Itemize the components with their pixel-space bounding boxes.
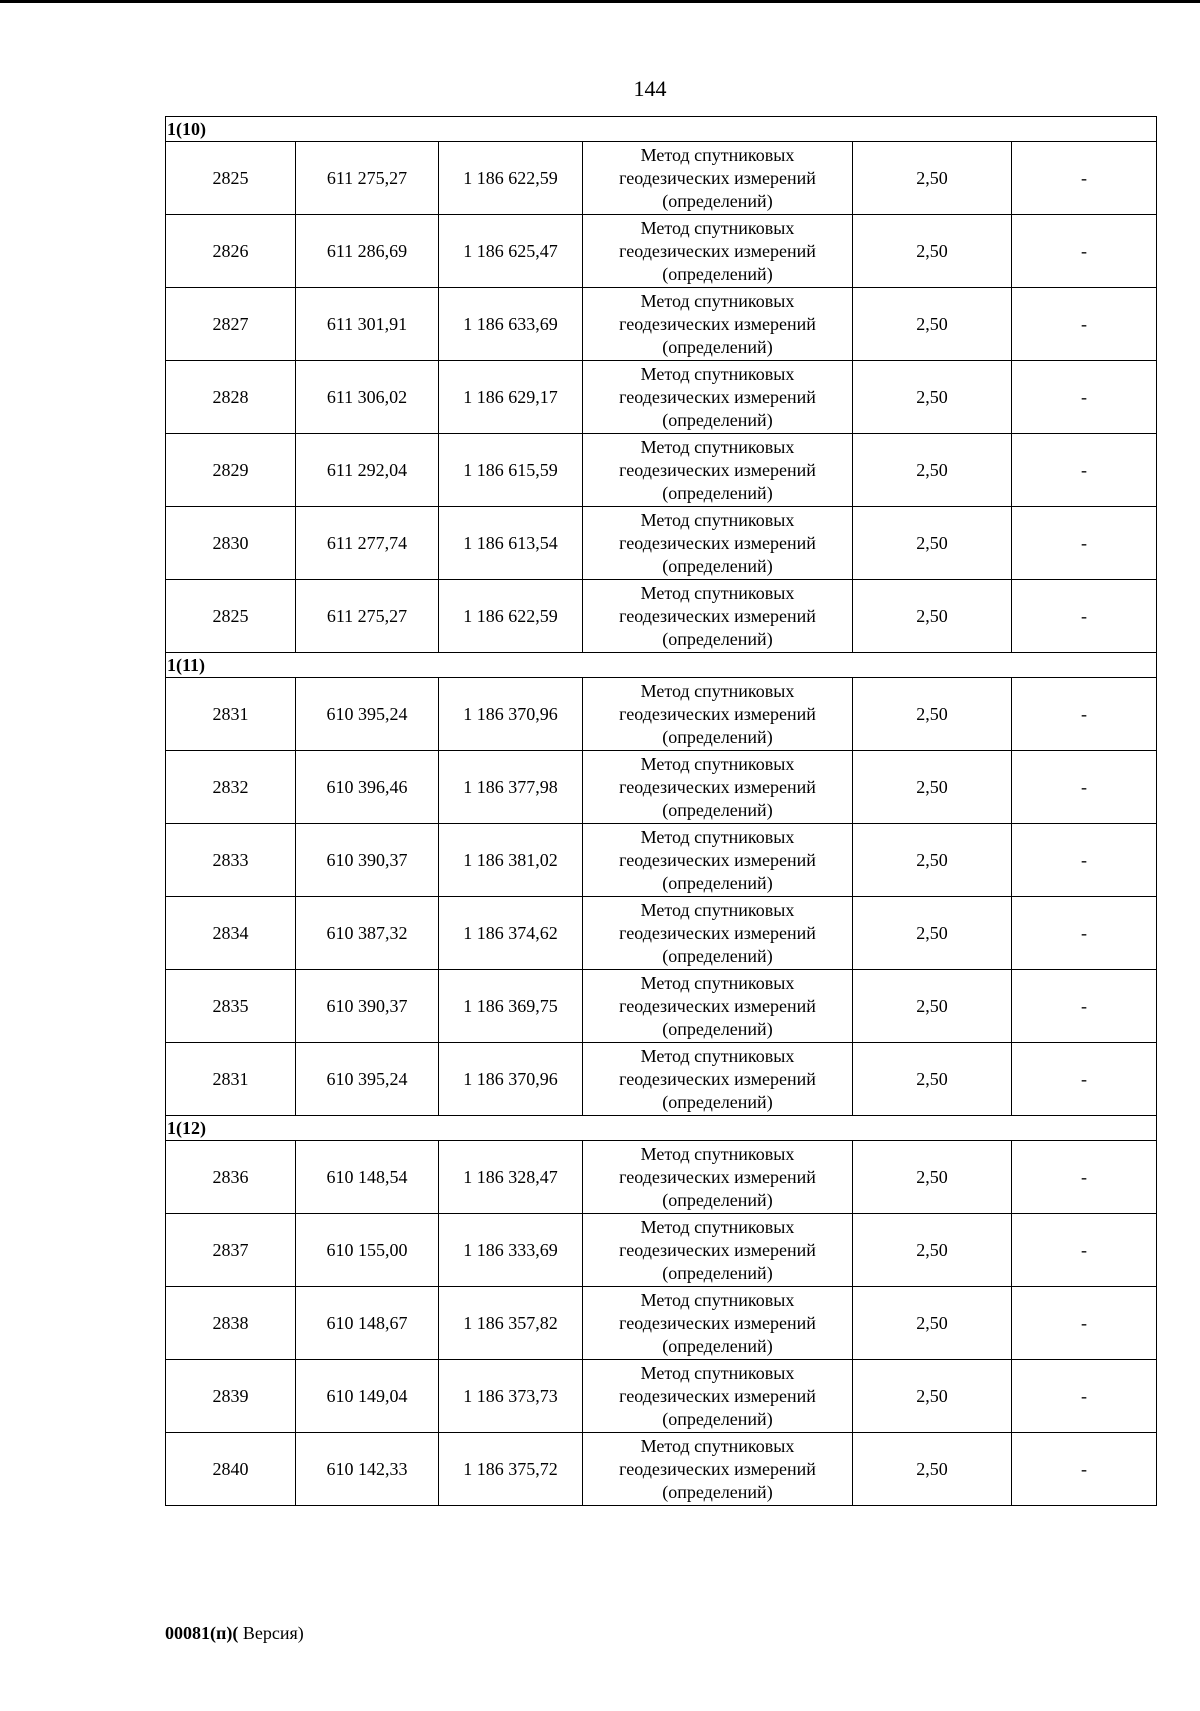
note-cell: - [1012,288,1157,361]
method-text-line: геодезических измерений [619,776,816,797]
method-text-line: (определений) [662,482,773,503]
method-text-line: геодезических измерений [619,386,816,407]
point-number-cell: 2829 [166,434,296,507]
note-cell: - [1012,142,1157,215]
group-header-row [166,1116,1157,1141]
method-cell [583,897,853,970]
note-cell: - [1012,1287,1157,1360]
table-row [166,361,1157,434]
method-text-line: геодезических измерений [619,459,816,480]
method-text-line: геодезических измерений [619,1166,816,1187]
method-text-line: (определений) [662,872,773,893]
accuracy-cell: 2,50 [853,678,1012,751]
accuracy-cell: 2,50 [853,1287,1012,1360]
y-coordinate-cell: 1 186 622,59 [439,580,583,653]
point-number-cell: 2826 [166,215,296,288]
y-coordinate-cell: 1 186 370,96 [439,1043,583,1116]
method-text-line: геодезических измерений [619,1312,816,1333]
point-number-cell: 2835 [166,970,296,1043]
table-row [166,897,1157,970]
method-cell [583,1043,853,1116]
point-number-cell: 2828 [166,361,296,434]
x-coordinate-cell: 610 396,46 [296,751,439,824]
x-coordinate-cell: 611 275,27 [296,142,439,215]
method-text-line: Метод спутниковых [640,509,795,530]
footer-code-number: 00081(п)( [165,1623,239,1643]
method-text-line: геодезических измерений [619,849,816,870]
table-row [166,1360,1157,1433]
page-number: 144 [633,76,667,101]
method-text-line: (определений) [662,799,773,820]
note-cell: - [1012,1043,1157,1116]
note-cell: - [1012,361,1157,434]
method-text-line: (определений) [662,555,773,576]
note-cell: - [1012,1433,1157,1506]
coordinates-table-body [166,117,1157,1506]
method-text-line: Метод спутниковых [640,290,795,311]
method-cell [583,751,853,824]
x-coordinate-cell: 610 387,32 [296,897,439,970]
point-number-cell: 2840 [166,1433,296,1506]
method-cell [583,678,853,751]
group-header-row [166,653,1157,678]
table-row [166,824,1157,897]
method-text-line: геодезических измерений [619,703,816,724]
method-text-line: геодезических измерений [619,240,816,261]
x-coordinate-cell: 611 275,27 [296,580,439,653]
method-text-line: (определений) [662,1091,773,1112]
x-coordinate-cell: 610 142,33 [296,1433,439,1506]
method-cell [583,970,853,1043]
method-text-line: геодезических измерений [619,1239,816,1260]
method-text-line: (определений) [662,336,773,357]
method-cell [583,142,853,215]
group-label: 1(12) [166,1116,1157,1141]
note-cell: - [1012,751,1157,824]
point-number-cell: 2831 [166,1043,296,1116]
method-text-line: (определений) [662,945,773,966]
method-text-line: (определений) [662,1335,773,1356]
method-text-line: Метод спутниковых [640,753,795,774]
y-coordinate-cell: 1 186 328,47 [439,1141,583,1214]
point-number-cell: 2825 [166,142,296,215]
method-text-line: Метод спутниковых [640,1143,795,1164]
accuracy-cell: 2,50 [853,970,1012,1043]
y-coordinate-cell: 1 186 613,54 [439,507,583,580]
y-coordinate-cell: 1 186 373,73 [439,1360,583,1433]
footer-code-suffix: Версия) [238,1623,304,1643]
note-cell: - [1012,678,1157,751]
method-cell [583,434,853,507]
accuracy-cell: 2,50 [853,1360,1012,1433]
y-coordinate-cell: 1 186 633,69 [439,288,583,361]
note-cell: - [1012,580,1157,653]
note-cell: - [1012,215,1157,288]
method-text-line: Метод спутниковых [640,899,795,920]
group-label: 1(10) [166,117,1157,142]
x-coordinate-cell: 611 306,02 [296,361,439,434]
accuracy-cell: 2,50 [853,897,1012,970]
method-text-line: Метод спутниковых [640,1216,795,1237]
x-coordinate-cell: 610 390,37 [296,970,439,1043]
point-number-cell: 2827 [166,288,296,361]
point-number-cell: 2831 [166,678,296,751]
method-text-line: геодезических измерений [619,532,816,553]
method-text-line: геодезических измерений [619,1068,816,1089]
method-text-line: (определений) [662,1262,773,1283]
top-border-line [0,0,1200,3]
x-coordinate-cell: 611 301,91 [296,288,439,361]
accuracy-cell: 2,50 [853,434,1012,507]
x-coordinate-cell: 610 149,04 [296,1360,439,1433]
method-cell [583,1214,853,1287]
method-text-line: геодезических измерений [619,995,816,1016]
point-number-cell: 2834 [166,897,296,970]
point-number-cell: 2838 [166,1287,296,1360]
table-row [166,1287,1157,1360]
accuracy-cell: 2,50 [853,288,1012,361]
note-cell: - [1012,824,1157,897]
group-label: 1(11) [166,653,1157,678]
method-text-line: геодезических измерений [619,167,816,188]
method-text-line: Метод спутниковых [640,680,795,701]
method-text-line: Метод спутниковых [640,436,795,457]
accuracy-cell: 2,50 [853,1141,1012,1214]
accuracy-cell: 2,50 [853,824,1012,897]
x-coordinate-cell: 610 395,24 [296,1043,439,1116]
x-coordinate-cell: 611 277,74 [296,507,439,580]
method-text-line: Метод спутниковых [640,1362,795,1383]
table-row [166,288,1157,361]
table-row [166,1141,1157,1214]
method-text-line: (определений) [662,1481,773,1502]
y-coordinate-cell: 1 186 357,82 [439,1287,583,1360]
y-coordinate-cell: 1 186 622,59 [439,142,583,215]
note-cell: - [1012,897,1157,970]
y-coordinate-cell: 1 186 369,75 [439,970,583,1043]
table-row [166,434,1157,507]
coordinates-table [165,116,1157,1506]
x-coordinate-cell: 610 148,67 [296,1287,439,1360]
table-row [166,507,1157,580]
group-header-row [166,117,1157,142]
point-number-cell: 2832 [166,751,296,824]
accuracy-cell: 2,50 [853,1433,1012,1506]
x-coordinate-cell: 610 155,00 [296,1214,439,1287]
method-text-line: Метод спутниковых [640,1289,795,1310]
table-row [166,1214,1157,1287]
method-text-line: (определений) [662,1018,773,1039]
table-row [166,970,1157,1043]
accuracy-cell: 2,50 [853,361,1012,434]
y-coordinate-cell: 1 186 381,02 [439,824,583,897]
method-text-line: (определений) [662,190,773,211]
table-row [166,142,1157,215]
note-cell: - [1012,1214,1157,1287]
y-coordinate-cell: 1 186 615,59 [439,434,583,507]
y-coordinate-cell: 1 186 375,72 [439,1433,583,1506]
method-text-line: (определений) [662,628,773,649]
accuracy-cell: 2,50 [853,507,1012,580]
note-cell: - [1012,970,1157,1043]
method-text-line: геодезических измерений [619,1458,816,1479]
accuracy-cell: 2,50 [853,1043,1012,1116]
table-row [166,580,1157,653]
table-row [166,1433,1157,1506]
method-text-line: геодезических измерений [619,922,816,943]
method-text-line: Метод спутниковых [640,972,795,993]
note-cell: - [1012,1360,1157,1433]
method-cell [583,215,853,288]
method-text-line: Метод спутниковых [640,144,795,165]
accuracy-cell: 2,50 [853,751,1012,824]
table-row [166,215,1157,288]
method-text-line: (определений) [662,1408,773,1429]
table-row [166,678,1157,751]
y-coordinate-cell: 1 186 377,98 [439,751,583,824]
method-text-line: геодезических измерений [619,1385,816,1406]
method-text-line: (определений) [662,1189,773,1210]
method-text-line: (определений) [662,409,773,430]
method-text-line: Метод спутниковых [640,826,795,847]
point-number-cell: 2837 [166,1214,296,1287]
method-cell [583,1287,853,1360]
point-number-cell: 2839 [166,1360,296,1433]
x-coordinate-cell: 611 286,69 [296,215,439,288]
y-coordinate-cell: 1 186 333,69 [439,1214,583,1287]
method-text-line: Метод спутниковых [640,363,795,384]
method-cell [583,1433,853,1506]
x-coordinate-cell: 611 292,04 [296,434,439,507]
table-row [166,751,1157,824]
method-text-line: Метод спутниковых [640,582,795,603]
point-number-cell: 2833 [166,824,296,897]
method-text-line: Метод спутниковых [640,1435,795,1456]
method-text-line: геодезических измерений [619,605,816,626]
x-coordinate-cell: 610 390,37 [296,824,439,897]
method-cell [583,361,853,434]
accuracy-cell: 2,50 [853,1214,1012,1287]
note-cell: - [1012,1141,1157,1214]
method-cell [583,1360,853,1433]
method-cell [583,580,853,653]
point-number-cell: 2836 [166,1141,296,1214]
accuracy-cell: 2,50 [853,580,1012,653]
method-cell [583,288,853,361]
y-coordinate-cell: 1 186 374,62 [439,897,583,970]
method-text-line: Метод спутниковых [640,1045,795,1066]
note-cell: - [1012,434,1157,507]
document-footer-code [165,1622,304,1644]
method-cell [583,1141,853,1214]
x-coordinate-cell: 610 148,54 [296,1141,439,1214]
accuracy-cell: 2,50 [853,215,1012,288]
y-coordinate-cell: 1 186 625,47 [439,215,583,288]
method-cell [583,824,853,897]
method-text-line: геодезических измерений [619,313,816,334]
method-text-line: Метод спутниковых [640,217,795,238]
x-coordinate-cell: 610 395,24 [296,678,439,751]
method-cell [583,507,853,580]
method-text-line: (определений) [662,726,773,747]
table-row [166,1043,1157,1116]
accuracy-cell: 2,50 [853,142,1012,215]
note-cell: - [1012,507,1157,580]
y-coordinate-cell: 1 186 370,96 [439,678,583,751]
y-coordinate-cell: 1 186 629,17 [439,361,583,434]
point-number-cell: 2830 [166,507,296,580]
point-number-cell: 2825 [166,580,296,653]
method-text-line: (определений) [662,263,773,284]
